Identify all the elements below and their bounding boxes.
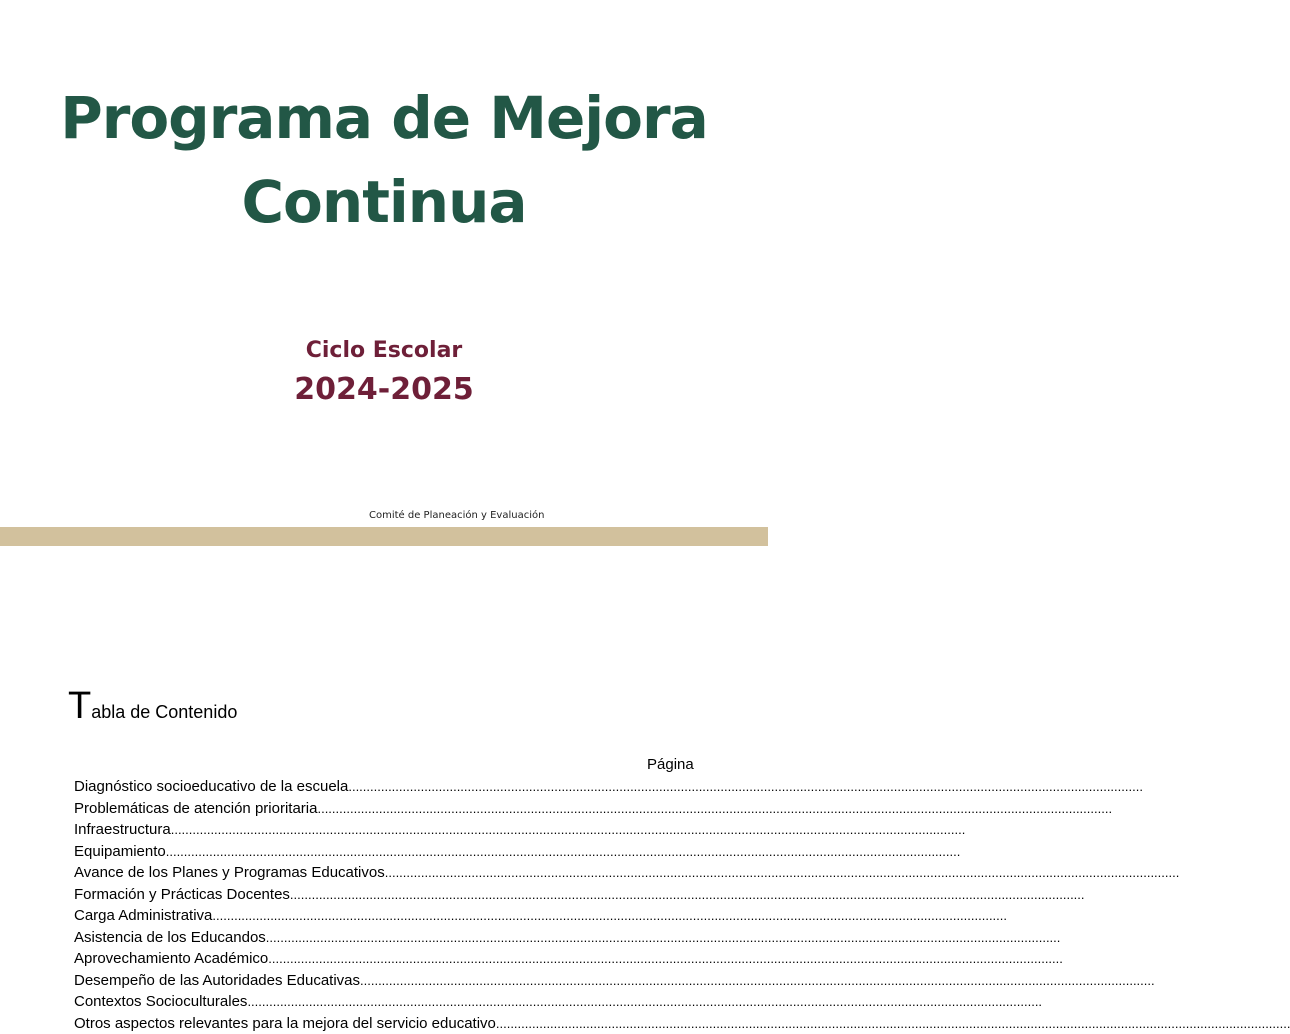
toc-entry-leader-dots: ............................................................................................................................................................................................................................: [247, 991, 1042, 1013]
toc-entry-leader-dots: ............................................................................................................................................................................................................................: [496, 1013, 1290, 1034]
toc-entry-leader-dots: ............................................................................................................................................................................................................................: [266, 927, 1061, 949]
toc-entry[interactable]: [74, 819, 638, 841]
toc-entry-leader-dots: ............................................................................................................................................................................................................................: [317, 798, 1112, 820]
cover-title-line-2: Continua: [0, 160, 768, 244]
toc-entry[interactable]: [74, 884, 638, 906]
toc-entry[interactable]: [74, 1013, 638, 1034]
toc-entry[interactable]: [74, 991, 638, 1013]
toc-entry-label: Avance de los Planes y Programas Educativos: [74, 862, 385, 884]
toc-entry[interactable]: [74, 841, 638, 863]
toc-heading-text: abla de Contenido: [91, 702, 237, 722]
toc-entry[interactable]: [74, 798, 638, 820]
toc-entry[interactable]: [74, 948, 638, 970]
toc-entry-leader-dots: ............................................................................................................................................................................................................................: [212, 905, 1007, 927]
toc-entry-leader-dots: ............................................................................................................................................................................................................................: [166, 841, 961, 863]
toc-entry-leader-dots: ............................................................................................................................................................................................................................: [360, 970, 1155, 992]
toc-page-column-label: Página: [647, 756, 694, 773]
toc-entry-label: Contextos Socioculturales: [74, 991, 247, 1013]
toc-entry-leader-dots: ............................................................................................................................................................................................................................: [385, 862, 1180, 884]
toc-entry-label: Desempeño de las Autoridades Educativas: [74, 970, 360, 992]
toc-entry[interactable]: [74, 927, 638, 949]
toc-entry[interactable]: [74, 776, 638, 798]
page-divider-band: [0, 527, 768, 546]
toc-heading: [68, 686, 237, 726]
toc-entry-leader-dots: ............................................................................................................................................................................................................................: [268, 948, 1063, 970]
toc-entry-label: Infraestructura: [74, 819, 171, 841]
toc-entry[interactable]: [74, 905, 638, 927]
toc-entry-leader-dots: ............................................................................................................................................................................................................................: [290, 884, 1085, 906]
school-cycle-year: 2024-2025: [0, 372, 768, 407]
toc-entry-label: Problemáticas de atención prioritaria: [74, 798, 317, 820]
cover-title: [0, 76, 768, 244]
cover-title-line-1: Programa de Mejora: [0, 76, 768, 160]
toc-entry-leader-dots: ............................................................................................................................................................................................................................: [171, 819, 966, 841]
toc-entry-label: Equipamiento: [74, 841, 166, 863]
toc-entry-label: Otros aspectos relevantes para la mejora del servicio educativo: [74, 1013, 496, 1034]
toc-entry[interactable]: [74, 970, 638, 992]
toc-entry[interactable]: [74, 862, 638, 884]
toc-heading-initial: T: [68, 685, 91, 727]
toc-list: [74, 776, 638, 1034]
toc-entry-leader-dots: ............................................................................................................................................................................................................................: [348, 776, 1143, 798]
toc-entry-label: Diagnóstico socioeducativo de la escuela: [74, 776, 348, 798]
committee-footer: Comité de Planeación y Evaluación: [369, 510, 544, 521]
toc-entry-label: Carga Administrativa: [74, 905, 212, 927]
toc-entry-label: Formación y Prácticas Docentes: [74, 884, 290, 906]
toc-entry-label: Asistencia de los Educandos: [74, 927, 266, 949]
toc-entry-label: Aprovechamiento Académico: [74, 948, 268, 970]
school-cycle-label: Ciclo Escolar: [0, 338, 768, 363]
